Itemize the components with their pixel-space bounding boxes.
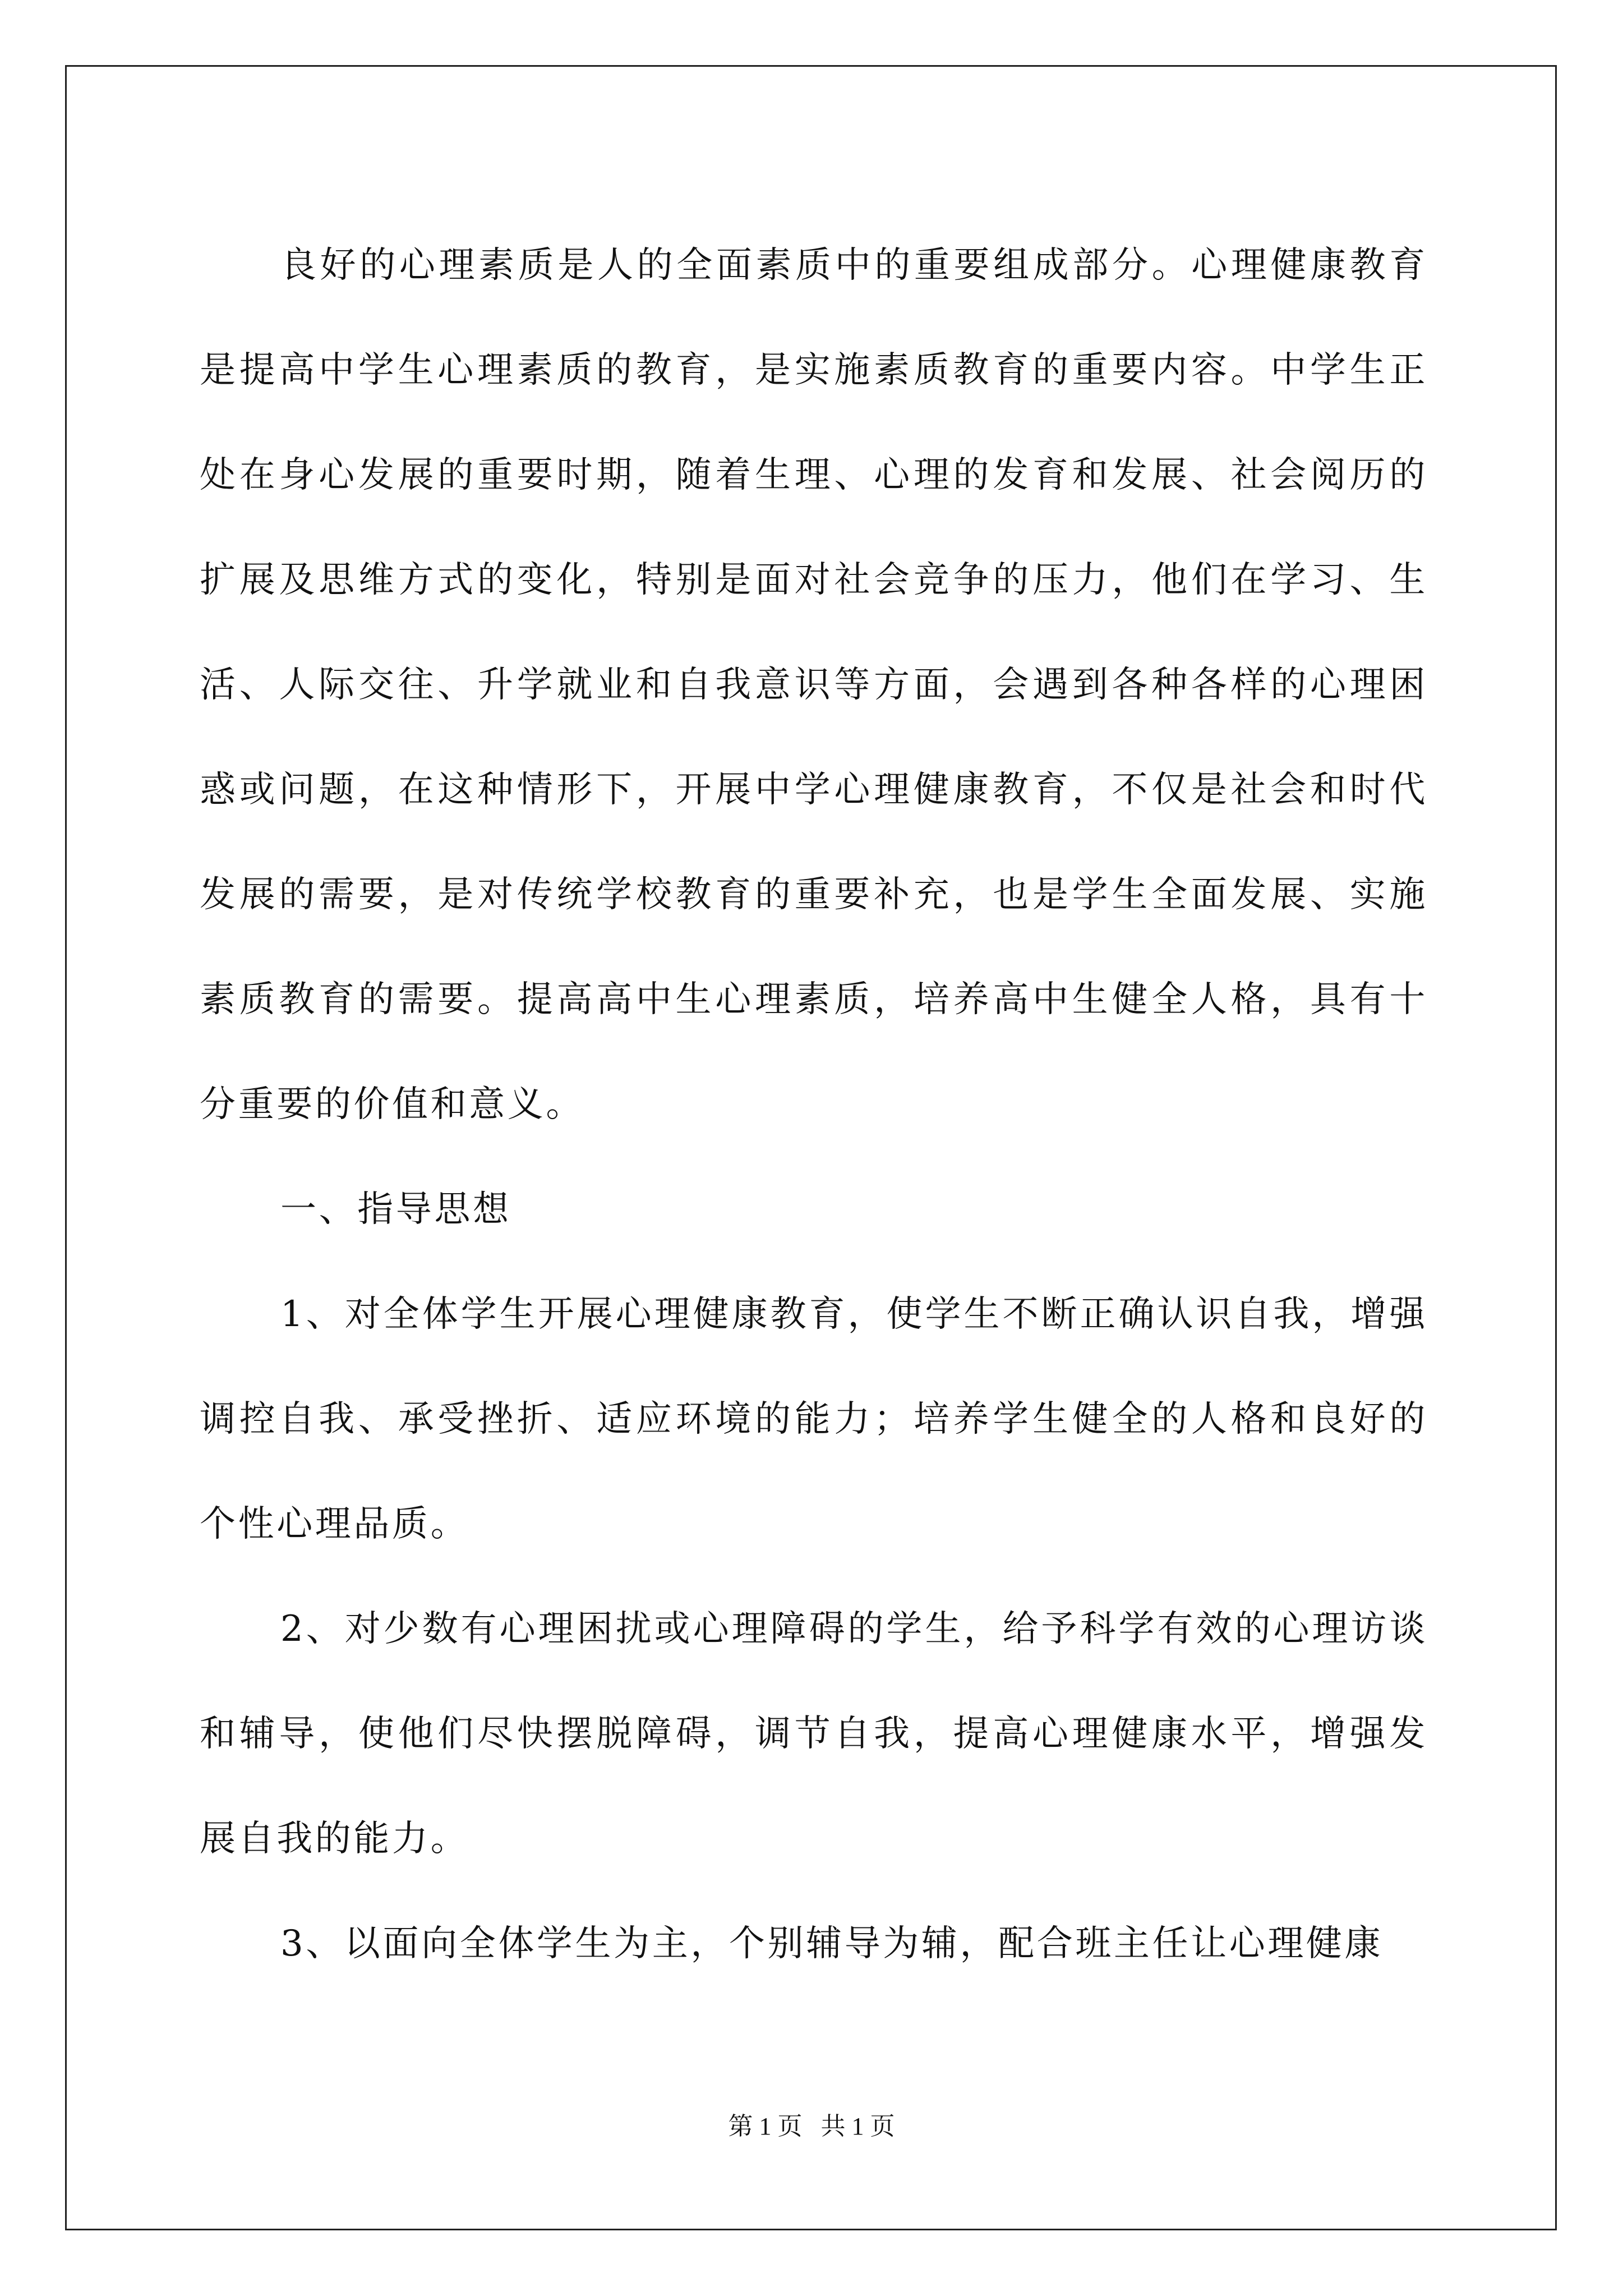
list-item-3: 3、以面向全体学生为主，个别辅导为辅，配合班主任让心理健康 <box>280 1923 1384 1964</box>
list-item-1: 1、对全体学生开展心理健康教育，使学生不断正确认识自我，增强调控自我、承受挫折、适应环境的能力；培养学生健全的人格和良好的个性心理品质。 <box>200 1294 1428 1545</box>
section-heading-guiding-ideology: 一、指导思想 <box>280 1189 511 1230</box>
list-item-2: 2、对少数有心理困扰或心理障碍的学生，给予科学有效的心理访谈和辅导，使他们尽快摆脱障碍，调节自我，提高心理健康水平，增强发展自我的能力。 <box>200 1608 1428 1860</box>
page-footer: 第 1 页 共 1 页 <box>728 2113 895 2140</box>
intro-paragraph: 良好的心理素质是人的全面素质中的重要组成部分。心理健康教育是提高中学生心理素质的教育，是实施素质教育的重要内容。中学生正处在身心发展的重要时期，随着生理、心理的发育和发展、社会阅历的扩展及思维方式的变化，特别是面对社会竞争的压力，他们在学习、生活、人际交往、升学就业和自我意识等方面，会遇到各种各样的心理困惑或问题，在这种情形下，开展中学心理健康教育，不仅是社会和时代发展的需要，是对传统学校教育的重要补充，也是学生全面发展、实施素质教育的需要。提高高中生心理素质，培养高中生健全人格，具有十分重要的价值和意义。 <box>200 245 1428 1125</box>
document-body <box>200 213 1428 1996</box>
